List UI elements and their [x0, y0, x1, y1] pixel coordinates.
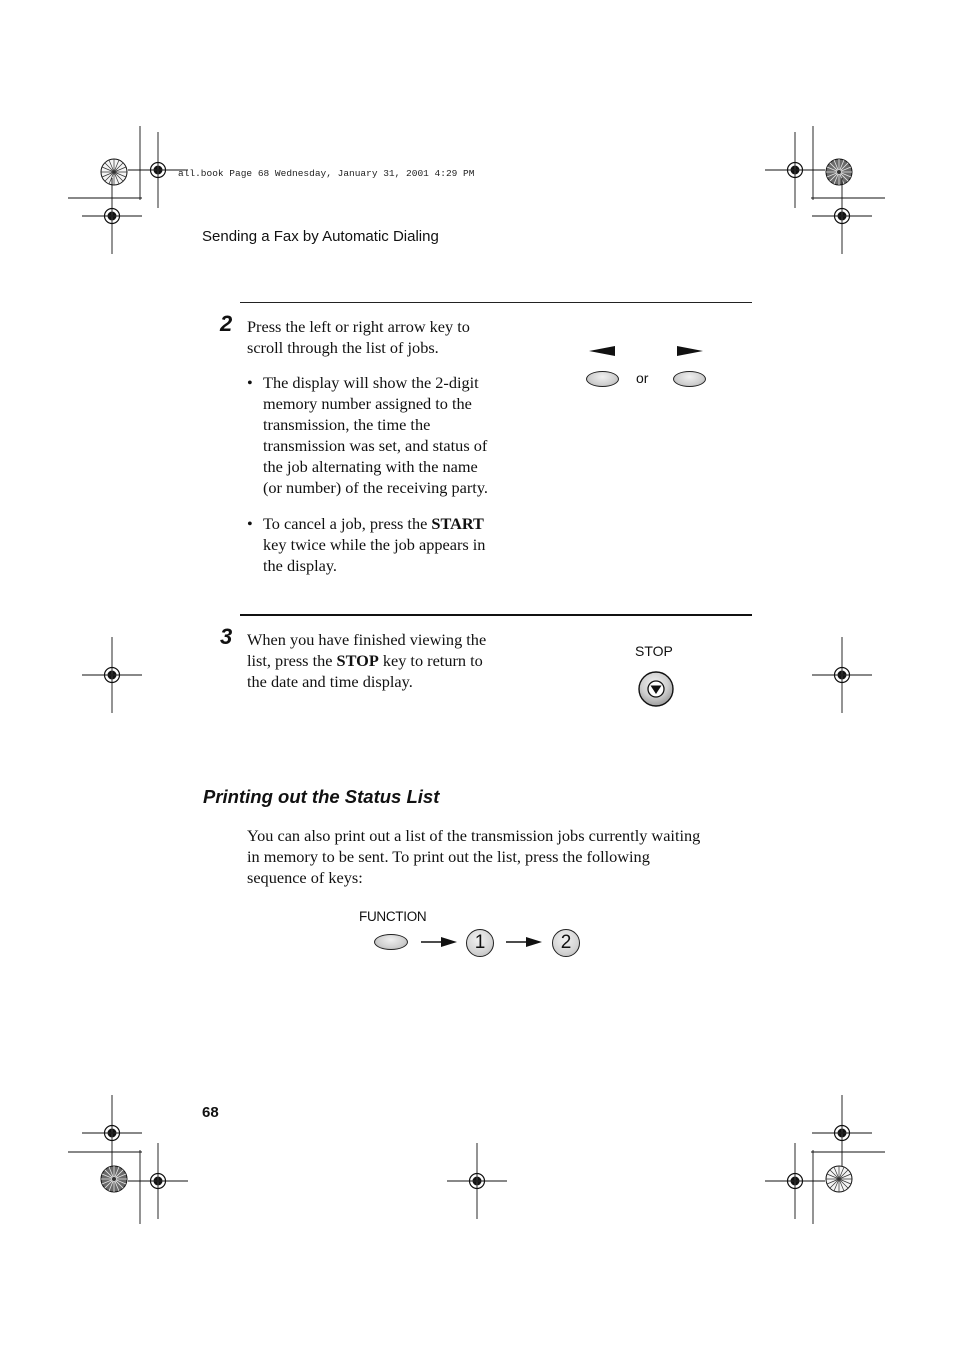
sequence-arrow-icon [506, 936, 542, 948]
bullet-line: transmission was set, and status of [263, 436, 488, 455]
bullet-line: the job alternating with the name [263, 457, 478, 476]
section-body-line: You can also print out a list of the transmission jobs currently waiting [247, 826, 701, 845]
step-2-number: 2 [220, 311, 233, 336]
number-key-1-button[interactable]: 1 [466, 929, 494, 957]
step-3-line: the date and time display. [247, 672, 413, 691]
step-2-intro [247, 316, 547, 358]
step-2-bullet-display [247, 372, 543, 498]
step-3-number: 3 [220, 624, 233, 649]
step-3-text-part: key to return to [378, 651, 483, 670]
bullet-line: memory number assigned to the [263, 394, 472, 413]
section-body-line: in memory to be sent. To print out the list, press the following [247, 847, 650, 866]
bullet-line: transmission, the time the [263, 415, 431, 434]
sequence-arrow-icon [421, 936, 457, 948]
step-2-bullet-cancel [247, 513, 543, 576]
left-arrow-icon [589, 345, 615, 357]
function-key-label: FUNCTION [359, 909, 427, 924]
stop-key-button[interactable] [637, 670, 675, 708]
bullet-line: (or number) of the receiving party. [263, 478, 488, 497]
print-slug-line: all.book Page 68 Wednesday, January 31, 2001 4:29 PM [178, 168, 475, 179]
left-arrow-key-button[interactable] [586, 371, 619, 387]
step-3-line: When you have finished viewing the [247, 630, 487, 649]
bullet-line: The display will show the 2-digit [263, 373, 479, 392]
stop-key-name: STOP [336, 651, 379, 670]
bullet-text: To cancel a job, press the [263, 514, 432, 533]
stop-key-label: STOP [635, 643, 673, 659]
section-body [247, 825, 767, 888]
step-2-intro-line: Press the left or right arrow key to [247, 317, 470, 336]
section-title: Printing out the Status List [203, 786, 440, 807]
step-3-divider [240, 614, 752, 616]
section-body-line: sequence of keys: [247, 868, 363, 887]
bullet-dot-icon: • [247, 514, 253, 533]
start-key-name: START [431, 514, 484, 533]
bullet-line: key twice while the job appears in [263, 535, 486, 554]
bullet-line: the display. [263, 556, 338, 575]
running-header: Sending a Fax by Automatic Dialing [202, 228, 439, 245]
step-2-intro-line: scroll through the list of jobs. [247, 338, 439, 357]
step-3-line [247, 650, 547, 671]
right-arrow-key-button[interactable] [673, 371, 706, 387]
step-3-text [247, 629, 547, 692]
page-number: 68 [202, 1104, 219, 1121]
or-label: or [636, 370, 649, 386]
right-arrow-icon [677, 345, 703, 357]
bullet-line [263, 513, 543, 534]
function-key-button[interactable] [374, 934, 408, 950]
step-3-text-part: list, press the [247, 651, 337, 670]
step-2-divider [240, 302, 752, 303]
number-key-2-button[interactable]: 2 [552, 929, 580, 957]
bullet-dot-icon: • [247, 373, 253, 392]
stop-icon [648, 681, 664, 697]
